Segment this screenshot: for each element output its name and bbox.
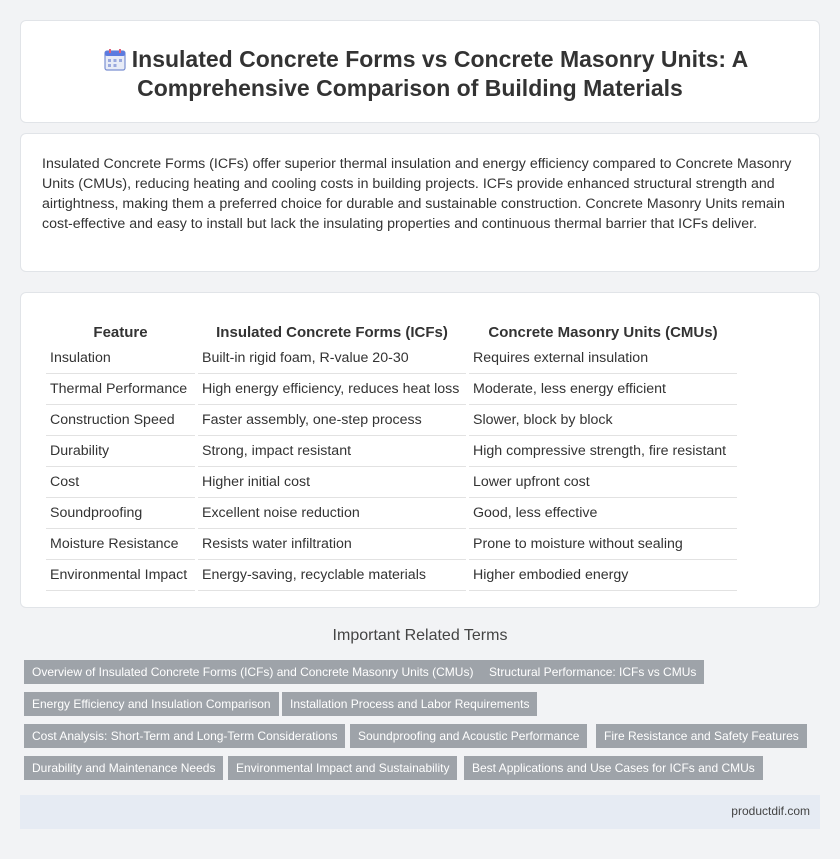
feature-cell: Insulation (46, 343, 195, 374)
icf-cell: Faster assembly, one-step process (198, 405, 466, 436)
table-row (46, 529, 737, 560)
feature-cell: Thermal Performance (46, 374, 195, 405)
related-tag-environmental[interactable]: Environmental Impact and Sustainability (228, 756, 457, 780)
related-tag-installation[interactable]: Installation Process and Labor Requirements (282, 692, 537, 716)
table-row (46, 374, 737, 405)
table-header-row (46, 316, 737, 343)
cmu-cell: Requires external insulation (469, 343, 737, 374)
footer-site[interactable]: productdif.com (731, 804, 810, 818)
table-row (46, 405, 737, 436)
title-wrap (21, 45, 819, 103)
footer (20, 795, 820, 829)
feature-cell: Construction Speed (46, 405, 195, 436)
table-row (46, 343, 737, 374)
header-feature: Feature (93, 324, 148, 341)
icf-cell: High energy efficiency, reduces heat loss (198, 374, 466, 405)
feature-cell: Cost (46, 467, 195, 498)
table-row (46, 467, 737, 498)
page-title-line1: Insulated Concrete Forms vs Concrete Masonry Units: A (131, 46, 749, 72)
related-tag-structural[interactable]: Structural Performance: ICFs vs CMUs (481, 660, 704, 684)
related-tag-overview[interactable]: Overview of Insulated Concrete Forms (ICFs) and Concrete Masonry Units (CMUs) (24, 660, 481, 684)
header-cmu: Concrete Masonry Units (CMUs) (488, 324, 718, 341)
cmu-cell: Lower upfront cost (469, 467, 737, 498)
related-tag-fire[interactable]: Fire Resistance and Safety Features (596, 724, 807, 748)
cmu-cell: High compressive strength, fire resistant (469, 436, 737, 467)
related-terms-title: Important Related Terms (332, 627, 508, 644)
page-title (21, 45, 819, 103)
intro-card (20, 133, 820, 272)
feature-cell: Soundproofing (46, 498, 195, 529)
feature-cell: Durability (46, 436, 195, 467)
icf-cell: Energy-saving, recyclable materials (198, 560, 466, 591)
calendar-icon (103, 48, 127, 72)
icf-cell: Excellent noise reduction (198, 498, 466, 529)
cmu-cell: Slower, block by block (469, 405, 737, 436)
related-tag-durability[interactable]: Durability and Maintenance Needs (24, 756, 223, 780)
icf-cell: Built-in rigid foam, R-value 20-30 (198, 343, 466, 374)
icf-cell: Strong, impact resistant (198, 436, 466, 467)
comparison-table (43, 316, 740, 591)
comparison-card (20, 292, 820, 608)
page-title-line2: Comprehensive Comparison of Building Materials (137, 75, 683, 101)
table-row (46, 560, 737, 591)
intro-paragraph: Insulated Concrete Forms (ICFs) offer superior thermal insulation and energy efficiency compared to Concrete Masonry Units (CMUs), reducing heating and cooling costs in building projects. ICFs provide enhanced structural strength and airtightness, making them a preferred choice for durable and sustainable construction. Concrete Masonry Units remain cost-effective and easy to install but lack the insulating properties and continuous thermal barrier that ICFs deliver. (42, 156, 792, 232)
title-card (20, 20, 820, 123)
cmu-cell: Moderate, less energy efficient (469, 374, 737, 405)
feature-cell: Environmental Impact (46, 560, 195, 591)
icf-cell: Higher initial cost (198, 467, 466, 498)
feature-cell: Moisture Resistance (46, 529, 195, 560)
related-tag-energy[interactable]: Energy Efficiency and Insulation Comparison (24, 692, 279, 716)
table-row (46, 436, 737, 467)
related-tag-cost[interactable]: Cost Analysis: Short-Term and Long-Term Considerations (24, 724, 345, 748)
table-row (46, 498, 737, 529)
header-icf: Insulated Concrete Forms (ICFs) (216, 324, 448, 341)
cmu-cell: Prone to moisture without sealing (469, 529, 737, 560)
cmu-cell: Higher embodied energy (469, 560, 737, 591)
cmu-cell: Good, less effective (469, 498, 737, 529)
related-tag-soundproofing[interactable]: Soundproofing and Acoustic Performance (350, 724, 587, 748)
icf-cell: Resists water infiltration (198, 529, 466, 560)
related-tag-applications[interactable]: Best Applications and Use Cases for ICFs and CMUs (464, 756, 763, 780)
